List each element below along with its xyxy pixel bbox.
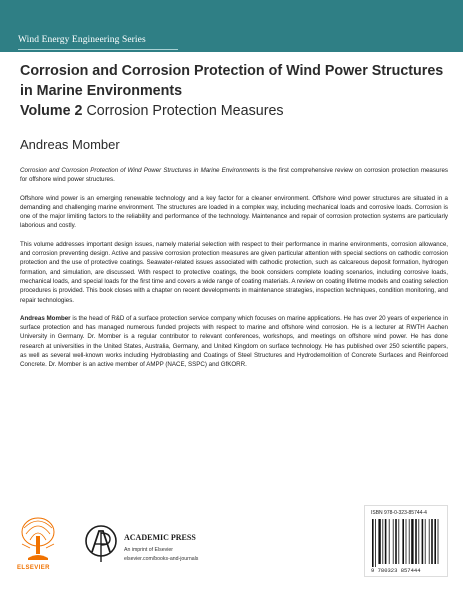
isbn-barcode-box	[364, 505, 448, 577]
barcode-digits: 9 780323 857444	[371, 567, 421, 574]
academic-press-logo	[84, 524, 118, 568]
barcode-bar	[406, 519, 407, 564]
volume-label: Volume 2	[20, 103, 83, 119]
series-band	[0, 0, 463, 52]
elsevier-tree-logo	[18, 514, 58, 564]
bio-author-name: Andreas Momber	[20, 314, 71, 322]
barcode-bar	[385, 519, 387, 564]
barcode-bar	[382, 519, 383, 564]
barcode-bar	[393, 519, 394, 564]
barcode-bar	[431, 519, 433, 564]
volume-subtitle: Corrosion Protection Measures	[86, 103, 284, 119]
barcode-bar	[411, 519, 413, 564]
barcode-bar	[418, 519, 419, 564]
series-name: Wind Energy Engineering Series	[18, 35, 146, 45]
barcode-bar	[429, 519, 430, 564]
book-title: Corrosion and Corrosion Protection of Wind Power Structures in Marine Environments	[20, 63, 444, 99]
publisher-url: elsevier.com/books-and-journals	[124, 556, 199, 562]
isbn-label: ISBN 978-0-323-85744-4	[371, 510, 427, 516]
elsevier-wordmark: ELSEVIER	[17, 565, 50, 571]
barcode-bar	[372, 519, 374, 567]
barcode-bar	[398, 519, 399, 564]
volume-line	[20, 101, 450, 121]
author-bio	[20, 314, 448, 370]
barcode-bar	[395, 519, 397, 564]
blurb-book-title: Corrosion and Corrosion Protection of Wind Power Structures in Marine Environments	[20, 167, 260, 174]
blurb-paragraph-3: This volume addresses important design issues, namely material selection with respect to their performance in marine environments, corrosion allowance, and corrosion preventing design. Active and passive corrosion protection measures are given particular attention with special sections on cathodic corrosion protection and the use of protective coatings. Seawater-related issues associated with cathodic protection, such as calcareous deposit formation, hydrogen formation, and simulation, are discussed. With respect to protective coatings, the book considers complete loading scenarios, including corrosive loads, mechanical loads, and special loads for the first time and covers a wide range of coating materials. A review on coating lifetime models and coating selection procedures is provided. This book closes with a chapter on recent developments in maintenance strategies, inspection techniques, condition monitoring, and repair technologies.	[20, 240, 448, 304]
blurb-p1-text: is the first comprehensive review on corrosion protection measures for offshore wind power structures.	[20, 167, 448, 184]
barcode-bar	[409, 519, 410, 564]
barcode	[371, 519, 443, 567]
barcode-bar	[375, 519, 376, 567]
blurb-paragraph-2: Offshore wind power is an emerging renewable technology and a key factor for a cleaner environment. Offshore wind power structures are situated in a demanding and challenging marine environment. The structures are loaded in a complex way, including mechanical loads and corrosive loads. Corrosion is one of the major limiting factors to the reliability and performance of the technology. Maintenance and repair of corrosion protection systems are particularly laborious and costly.	[20, 194, 448, 230]
imprint-line: An imprint of Elsevier	[124, 547, 174, 553]
barcode-bar	[415, 519, 417, 564]
barcode-bar	[425, 519, 426, 564]
barcode-bar	[402, 519, 404, 564]
barcode-bar	[378, 519, 380, 564]
bio-text: is the head of R&D of a surface protection service company which focuses on marine applications. He has over 20 years of experience in surface protection and has managed numerous funded projects with respect to marine and offshore wind corrosion. He is a lecturer at RWTH Aachen University in Germany. Dr. Momber is a regular contributor to relevant conferences, workshops, and meetings on offshore wind power. He has done research at universities in the United States, Australia, Germany, and United Kingdom on surface technology. He has published over 250 scientific papers, as well as several well-known works including Hydroblasting and Coatings of Steel Structures and Hydrodemolition of Concrete Surfaces and Reinforced Concrete. Dr. Momber is an active member of AMPP (NACE, SSPC) and GfKORR.	[20, 314, 448, 369]
blurb-paragraph-1	[20, 166, 448, 185]
barcode-bar	[389, 519, 390, 564]
barcode-bar	[434, 519, 436, 564]
academic-press-name: ACADEMIC PRESS	[124, 533, 196, 542]
barcode-bar	[438, 519, 439, 564]
series-underline	[18, 49, 178, 50]
barcode-bar	[422, 519, 424, 564]
author-name: Andreas Momber	[20, 137, 120, 152]
blurb	[20, 166, 448, 379]
